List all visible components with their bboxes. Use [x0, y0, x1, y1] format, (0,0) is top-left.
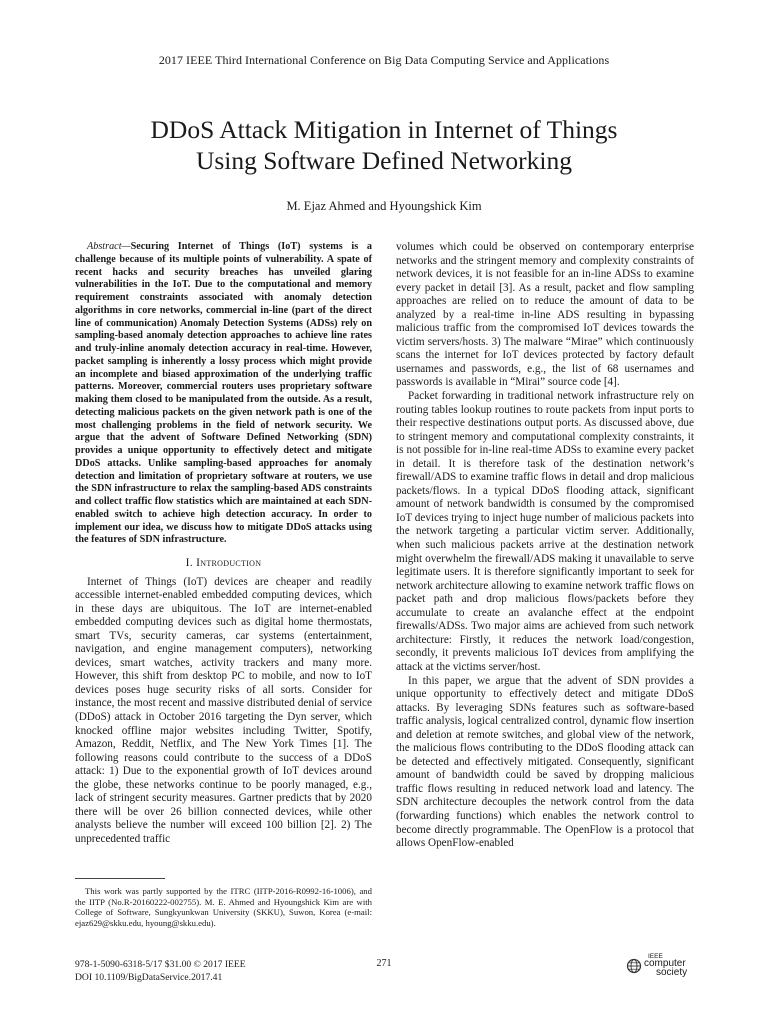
- left-column: [75, 241, 372, 846]
- paper-title: [0, 114, 768, 176]
- conference-header: 2017 IEEE Third International Conference on Big Data Computing Service and Applications: [158, 53, 610, 67]
- intro-paragraph-2: Packet forwarding in traditional network infrastructure rely on routing tables lookup routines to route packets from input ports to their respective destinations output ports. As discussed above, due to stringent memory and computational complexity constraints, it is not possible for in-line real-time ADSs to examine every packet in detail. It is therefore task of the destination network’s firewall/ADS to examine traffic flows in detail and drop malicious packets/flows. In a typical DDoS flooding attack, significant amount of network bandwidth is consumed by the compromised IoT devices trying to inject huge number of malicious packets into the network targeting a particular victim server. Additionally, when such malicious packets arrive at the destination network might overwhelm the firewall/ADS making it unavailable to serve legitimate users. It is therefore significantly important to seek for network architecture allowing to examine network traffic flows on packet path and drop malicious flows/packets before they accumulate to create an avalanche effect at the endpoint firewalls/ADSs. Two major aims are achieved from such network architecture: Firstly, it reduces the network load/congestion, secondly, it prevents malicious IoT devices from amplifying the attack at the victims server/host.: [396, 390, 694, 673]
- footnote-text: This work was partly supported by the ITRC (IITP-2016-R0992-16-1006), and the IITP (No.R-20160222-002755). M. E. Ahmed and Hyoungshick Kim are with College of Software, Sungkyunkwan University (SKKU), Suwon, Korea (e-mail: ejaz629@skku.edu, hyoung@skku.edu).: [75, 886, 372, 928]
- intro-paragraph-1: Internet of Things (IoT) devices are cheaper and readily accessible internet-enabled embedded computing devices, which in these days are ubiquitous. The IoT are internet-enabled embedded computing devices such as digital home thermostats, smart TVs, security cameras, car systems (entertainment, navigation, and engine management computers), networking devices, smart watches, activity trackers and many more. However, this shift from desktop PC to mobile, and now to IoT devices poses huge security risks of all sorts. Consider for instance, the most recent and massive distributed denial of service (DDoS) attack in October 2016 targeting the Dyn server, which knocked offline major websites including Twitter, Spotify, Amazon, Reddit, Netflix, and The New York Times [1]. The following reasons could contribute to the success of a DDoS attack: 1) Due to the exponential growth of IoT devices around the globe, these networks continue to be poorly managed, e.g., lack of stringent security measures. Gartner predicts that by 2020 there will be over 26 billion connected devices, while other analysts believe the number will exceed 100 billion [2]. 2) The unprecedented traffic: [75, 575, 372, 845]
- intro-paragraph-1-continued: volumes which could be observed on contemporary enterprise networks and the stringent memory and complexity constraints of network devices, it is not feasible for an in-line ADSs to examine every packet in detail [3]. As a result, packet and flow sampling approaches are relied on to reduce the amount of data to be analyzed by a real-time in-line ADS resulting in bypassing malicious traffic from the compromised IoT devices towards the victim servers/hosts. 3) The malware “Mirae” which continuously scans the internet for IoT devices protected by factory default usernames and passwords, e.g., the list of 68 usernames and passwords is available in “Mirai” source code [4].: [396, 241, 694, 389]
- isbn-line: 978-1-5090-6318-5/17 $31.00 © 2017 IEEE: [75, 959, 246, 970]
- section-heading-introduction: I. Introduction: [185, 557, 262, 569]
- globe-icon: [626, 958, 642, 974]
- footnote-rule: [75, 878, 165, 879]
- ieee-computer-society-logo: [626, 953, 696, 983]
- abstract-text: Securing Internet of Things (IoT) systems is a challenge because of its multiple points of vulnerability. A spate of recent hacks and security breaches has unveiled glaring vulnerabilities in the IoT. Due to the computational and memory requirement constraints associated with anomaly detection algorithms in core networks, commercial in-line (part of the direct line of communication) Anomaly Detection Systems (ADSs) rely on sampling-based anomaly detection approaches to achieve line rates and truly-inline anomaly detection accuracy in real-time. However, packet sampling is inherently a lossy process which might provide an incomplete and biased approximation of the underlying traffic patterns. Moreover, commercial routers uses proprietary software making them closed to be manipulated from the outside. As a result, detecting malicious packets on the given network path is one of the most challenging problems in the field of network security. We argue that the advent of Software Defined Networking (SDN) provides a unique opportunity to effectively detect and mitigate DDoS attacks. Unlike sampling-based approaches for anomaly detection and limitation of proprietary software at routers, we use the SDN infrastructure to relax the sampling-based ADS constraints and collect traffic flow statistics which are maintained at each SDN-enabled switch to achieve high detection accuracy. In order to implement our idea, we discuss how to mitigate DDoS attacks using the features of SDN infrastructure.: [75, 241, 372, 546]
- logo-ieee-text: IEEE: [648, 953, 663, 960]
- title-line-2: Using Software Defined Networking: [195, 146, 573, 175]
- authors: M. Ejaz Ahmed and Hyoungshick Kim: [286, 199, 482, 213]
- page-number: 271: [376, 958, 392, 969]
- funding-footnote: [75, 886, 372, 928]
- abstract: [75, 241, 372, 547]
- intro-paragraph-3: In this paper, we argue that the advent of SDN provides a unique opportunity to effectively detect and mitigate DDoS attacks. By leveraging SDNs features such as software-based traffic analysis, logical centralized control, dynamic flow insertion and deletion at remote switches, and global view of the network, the malicious flows contributing to the DDoS flooding attack can be detected and effectively mitigated. Consequently, significant amount of bandwidth could be saved by dropping malicious traffic flows resulting in reduced network load and latency. The SDN architecture decouples the network control from the data (forwarding functions) which enables the network control to become directly programmable. The OpenFlow is a protocol that allows OpenFlow-enabled: [396, 674, 694, 850]
- logo-society-text: society: [656, 967, 688, 978]
- logo-computer-text: computer: [644, 958, 686, 969]
- doi-line: DOI 10.1109/BigDataService.2017.41: [75, 972, 223, 983]
- abstract-label: Abstract—: [87, 241, 131, 252]
- right-column: [396, 241, 694, 851]
- title-line-1: DDoS Attack Mitigation in Internet of Things: [150, 115, 618, 144]
